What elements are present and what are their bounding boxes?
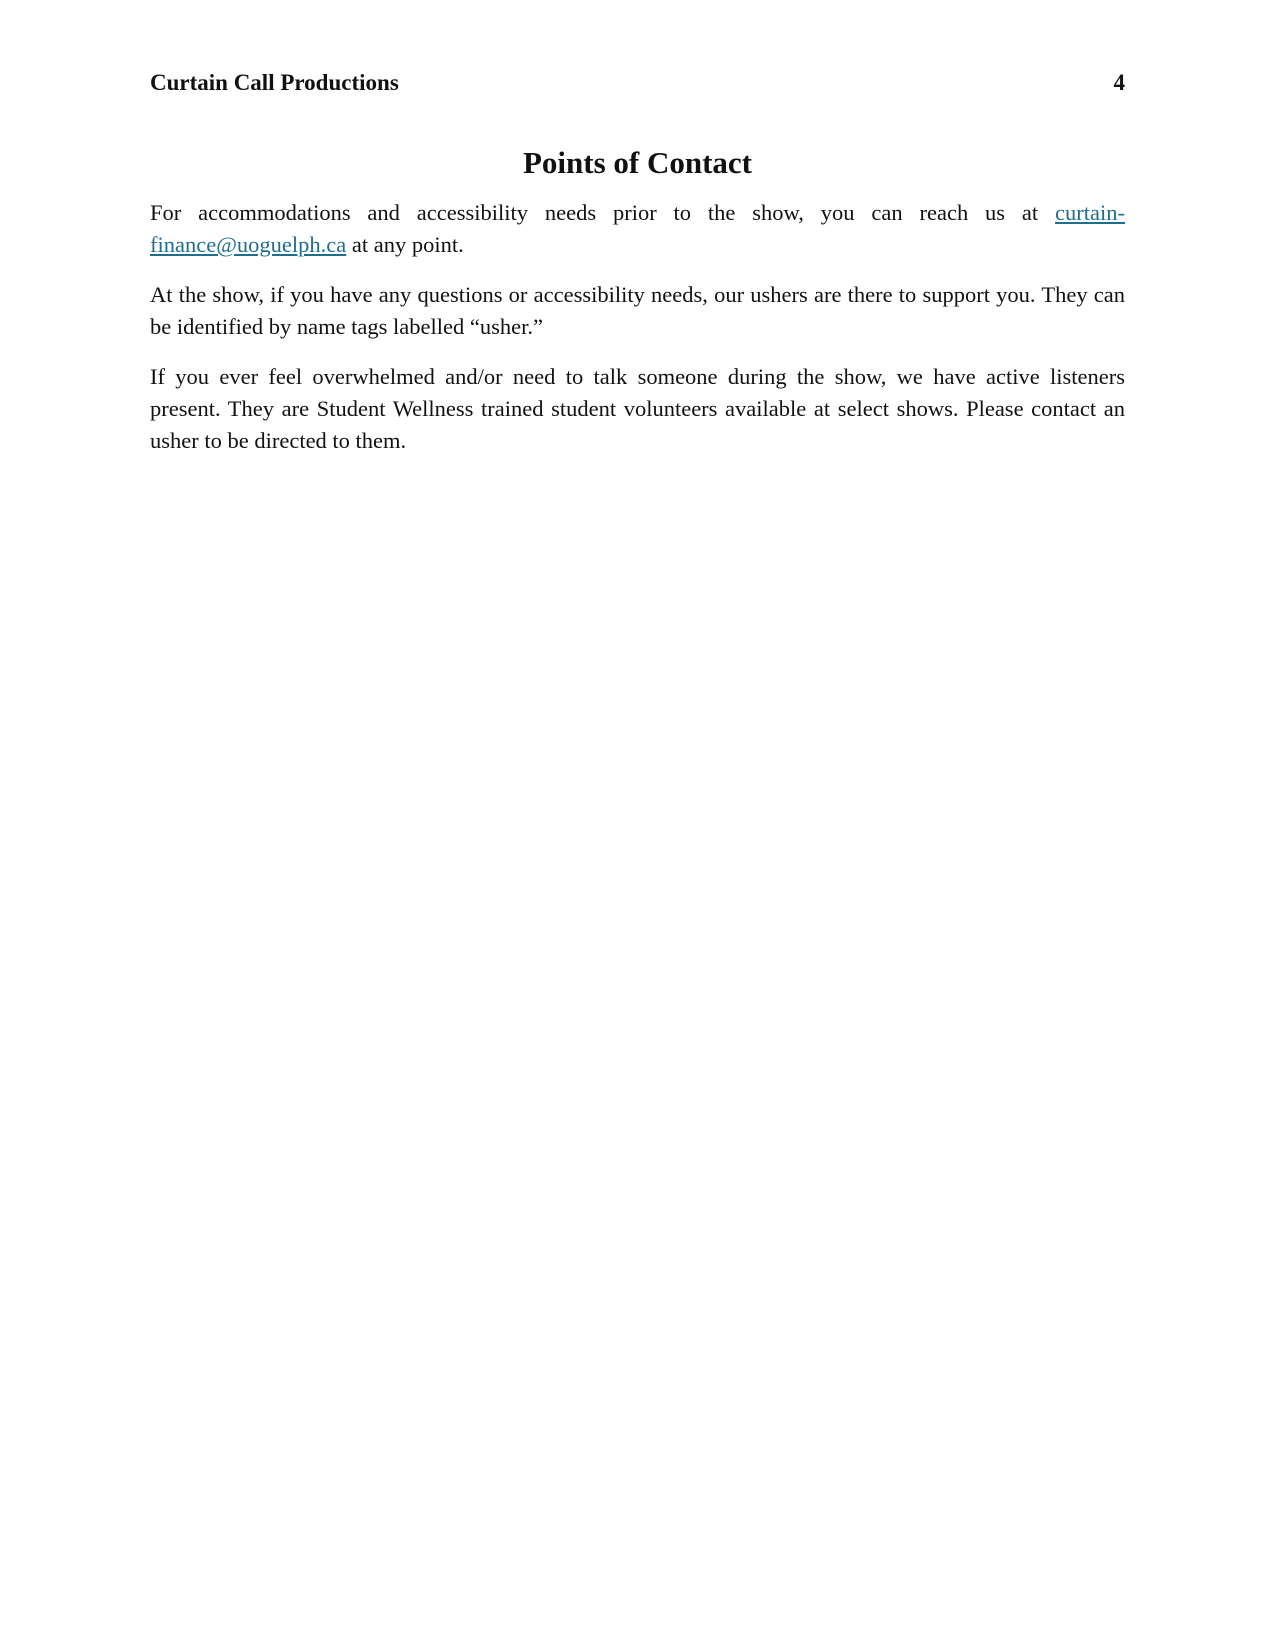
paragraph-active-listeners: If you ever feel overwhelmed and/or need to talk someone during the show, we have active listeners present. They are Student Wellness trained student volunteers available at select shows. Please contact an usher to be directed to them.	[150, 364, 1125, 453]
organization-name: Curtain Call Productions	[150, 70, 399, 95]
section-content	[150, 145, 1125, 475]
paragraph-ushers: At the show, if you have any questions or accessibility needs, our ushers are there to support you. They can be identified by name tags labelled “usher.”	[150, 282, 1125, 339]
paragraph-accommodations	[150, 197, 1125, 261]
page-number: 4	[1113, 70, 1125, 95]
paragraph-accommodations-text: For accommodations and accessibility needs prior to the show, you can reach us at	[150, 200, 1056, 225]
paragraph-accommodations-tail: at any point.	[346, 232, 464, 257]
contact-email-link[interactable]: curtain-finance@uoguelph.ca	[150, 200, 1125, 257]
section-title: Points of Contact	[522, 145, 753, 180]
page-header	[150, 70, 1125, 96]
